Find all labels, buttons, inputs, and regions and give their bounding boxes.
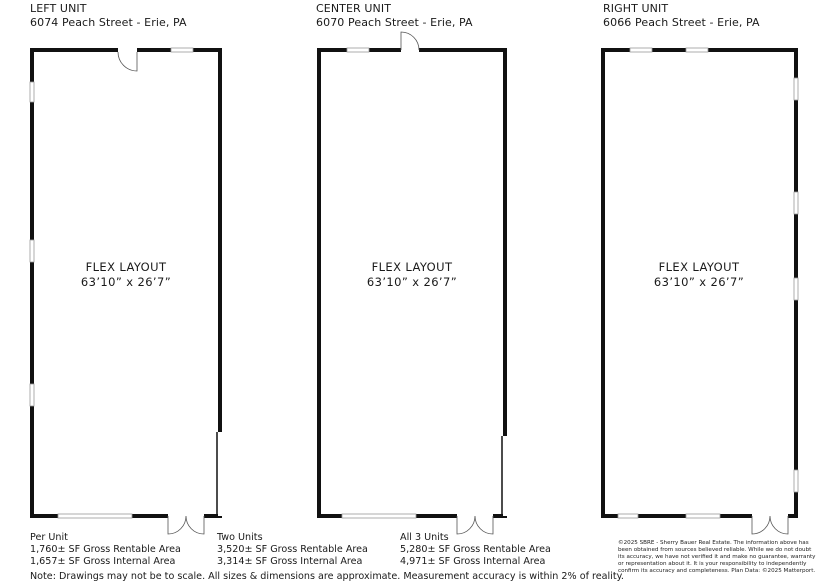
right-unit-window bbox=[794, 78, 798, 100]
area-heading: Per Unit bbox=[30, 532, 68, 543]
left-unit-header bbox=[30, 2, 187, 30]
area-rentable: 1,760± SF Gross Rentable Area bbox=[30, 544, 181, 555]
center-unit-header bbox=[316, 2, 473, 30]
unit-address: 6070 Peach Street - Erie, PA bbox=[316, 16, 473, 29]
right-unit-window bbox=[794, 192, 798, 214]
unit-title: LEFT UNIT bbox=[30, 2, 87, 15]
center-unit-top-window bbox=[347, 48, 369, 52]
area-internal: 4,971± SF Gross Internal Area bbox=[400, 556, 546, 567]
unit-title: CENTER UNIT bbox=[316, 2, 392, 15]
right-unit-top-window bbox=[686, 48, 708, 52]
left-unit-window bbox=[30, 384, 34, 406]
right-unit-bottom-window bbox=[618, 514, 638, 518]
area-heading: All 3 Units bbox=[400, 532, 449, 543]
area-internal: 1,657± SF Gross Internal Area bbox=[30, 556, 176, 567]
unit-title: RIGHT UNIT bbox=[603, 2, 669, 15]
right-unit-plan bbox=[603, 48, 798, 534]
room-dimensions: 63’10” x 26’7” bbox=[80, 275, 172, 289]
area-rentable: 5,280± SF Gross Rentable Area bbox=[400, 544, 551, 555]
room-name: FLEX LAYOUT bbox=[658, 260, 740, 274]
room-name: FLEX LAYOUT bbox=[371, 260, 453, 274]
area-internal: 3,314± SF Gross Internal Area bbox=[217, 556, 363, 567]
left-unit-top-window bbox=[171, 48, 193, 52]
right-unit-room-label bbox=[599, 260, 799, 290]
left-unit-window bbox=[30, 240, 34, 262]
center-unit-room-label bbox=[312, 260, 512, 290]
unit-address: 6066 Peach Street - Erie, PA bbox=[603, 16, 760, 29]
copyright-text: ©2025 SBRE - Sherry Bauer Real Estate. The information above has been obtained from sources believed reliable. While we do not doubt its accuracy, we have not verified it and make no guarantee, warranty or representation about it. It is your responsibility to independently confirm its accuracy and completeness. Plan Data: ©2025 Matterport. bbox=[618, 540, 816, 575]
left-unit-plan bbox=[30, 48, 220, 534]
area-all-units bbox=[400, 532, 551, 568]
area-two-units bbox=[217, 532, 368, 568]
left-unit-bottom-window bbox=[58, 514, 132, 518]
unit-address: 6074 Peach Street - Erie, PA bbox=[30, 16, 187, 29]
room-dimensions: 63’10” x 26’7” bbox=[366, 275, 458, 289]
left-unit-room-label bbox=[26, 260, 226, 290]
right-unit-bottom-window bbox=[686, 514, 720, 518]
area-rentable: 3,520± SF Gross Rentable Area bbox=[217, 544, 368, 555]
right-unit-bottom-door bbox=[752, 516, 788, 534]
right-unit-top-window bbox=[630, 48, 652, 52]
room-dimensions: 63’10” x 26’7” bbox=[653, 275, 745, 289]
center-unit-bottom-window bbox=[342, 514, 416, 518]
area-per-unit bbox=[30, 532, 181, 568]
left-unit-top-door bbox=[118, 52, 137, 71]
disclaimer-note: Note: Drawings may not be to scale. All sizes & dimensions are approximate. Measurement accuracy is within 2% of reality. bbox=[30, 571, 624, 582]
center-unit-top-door bbox=[401, 32, 419, 50]
room-name: FLEX LAYOUT bbox=[85, 260, 167, 274]
left-unit-window bbox=[30, 82, 34, 102]
area-heading: Two Units bbox=[217, 532, 263, 543]
right-unit-window bbox=[794, 470, 798, 492]
right-unit-header bbox=[603, 2, 760, 30]
